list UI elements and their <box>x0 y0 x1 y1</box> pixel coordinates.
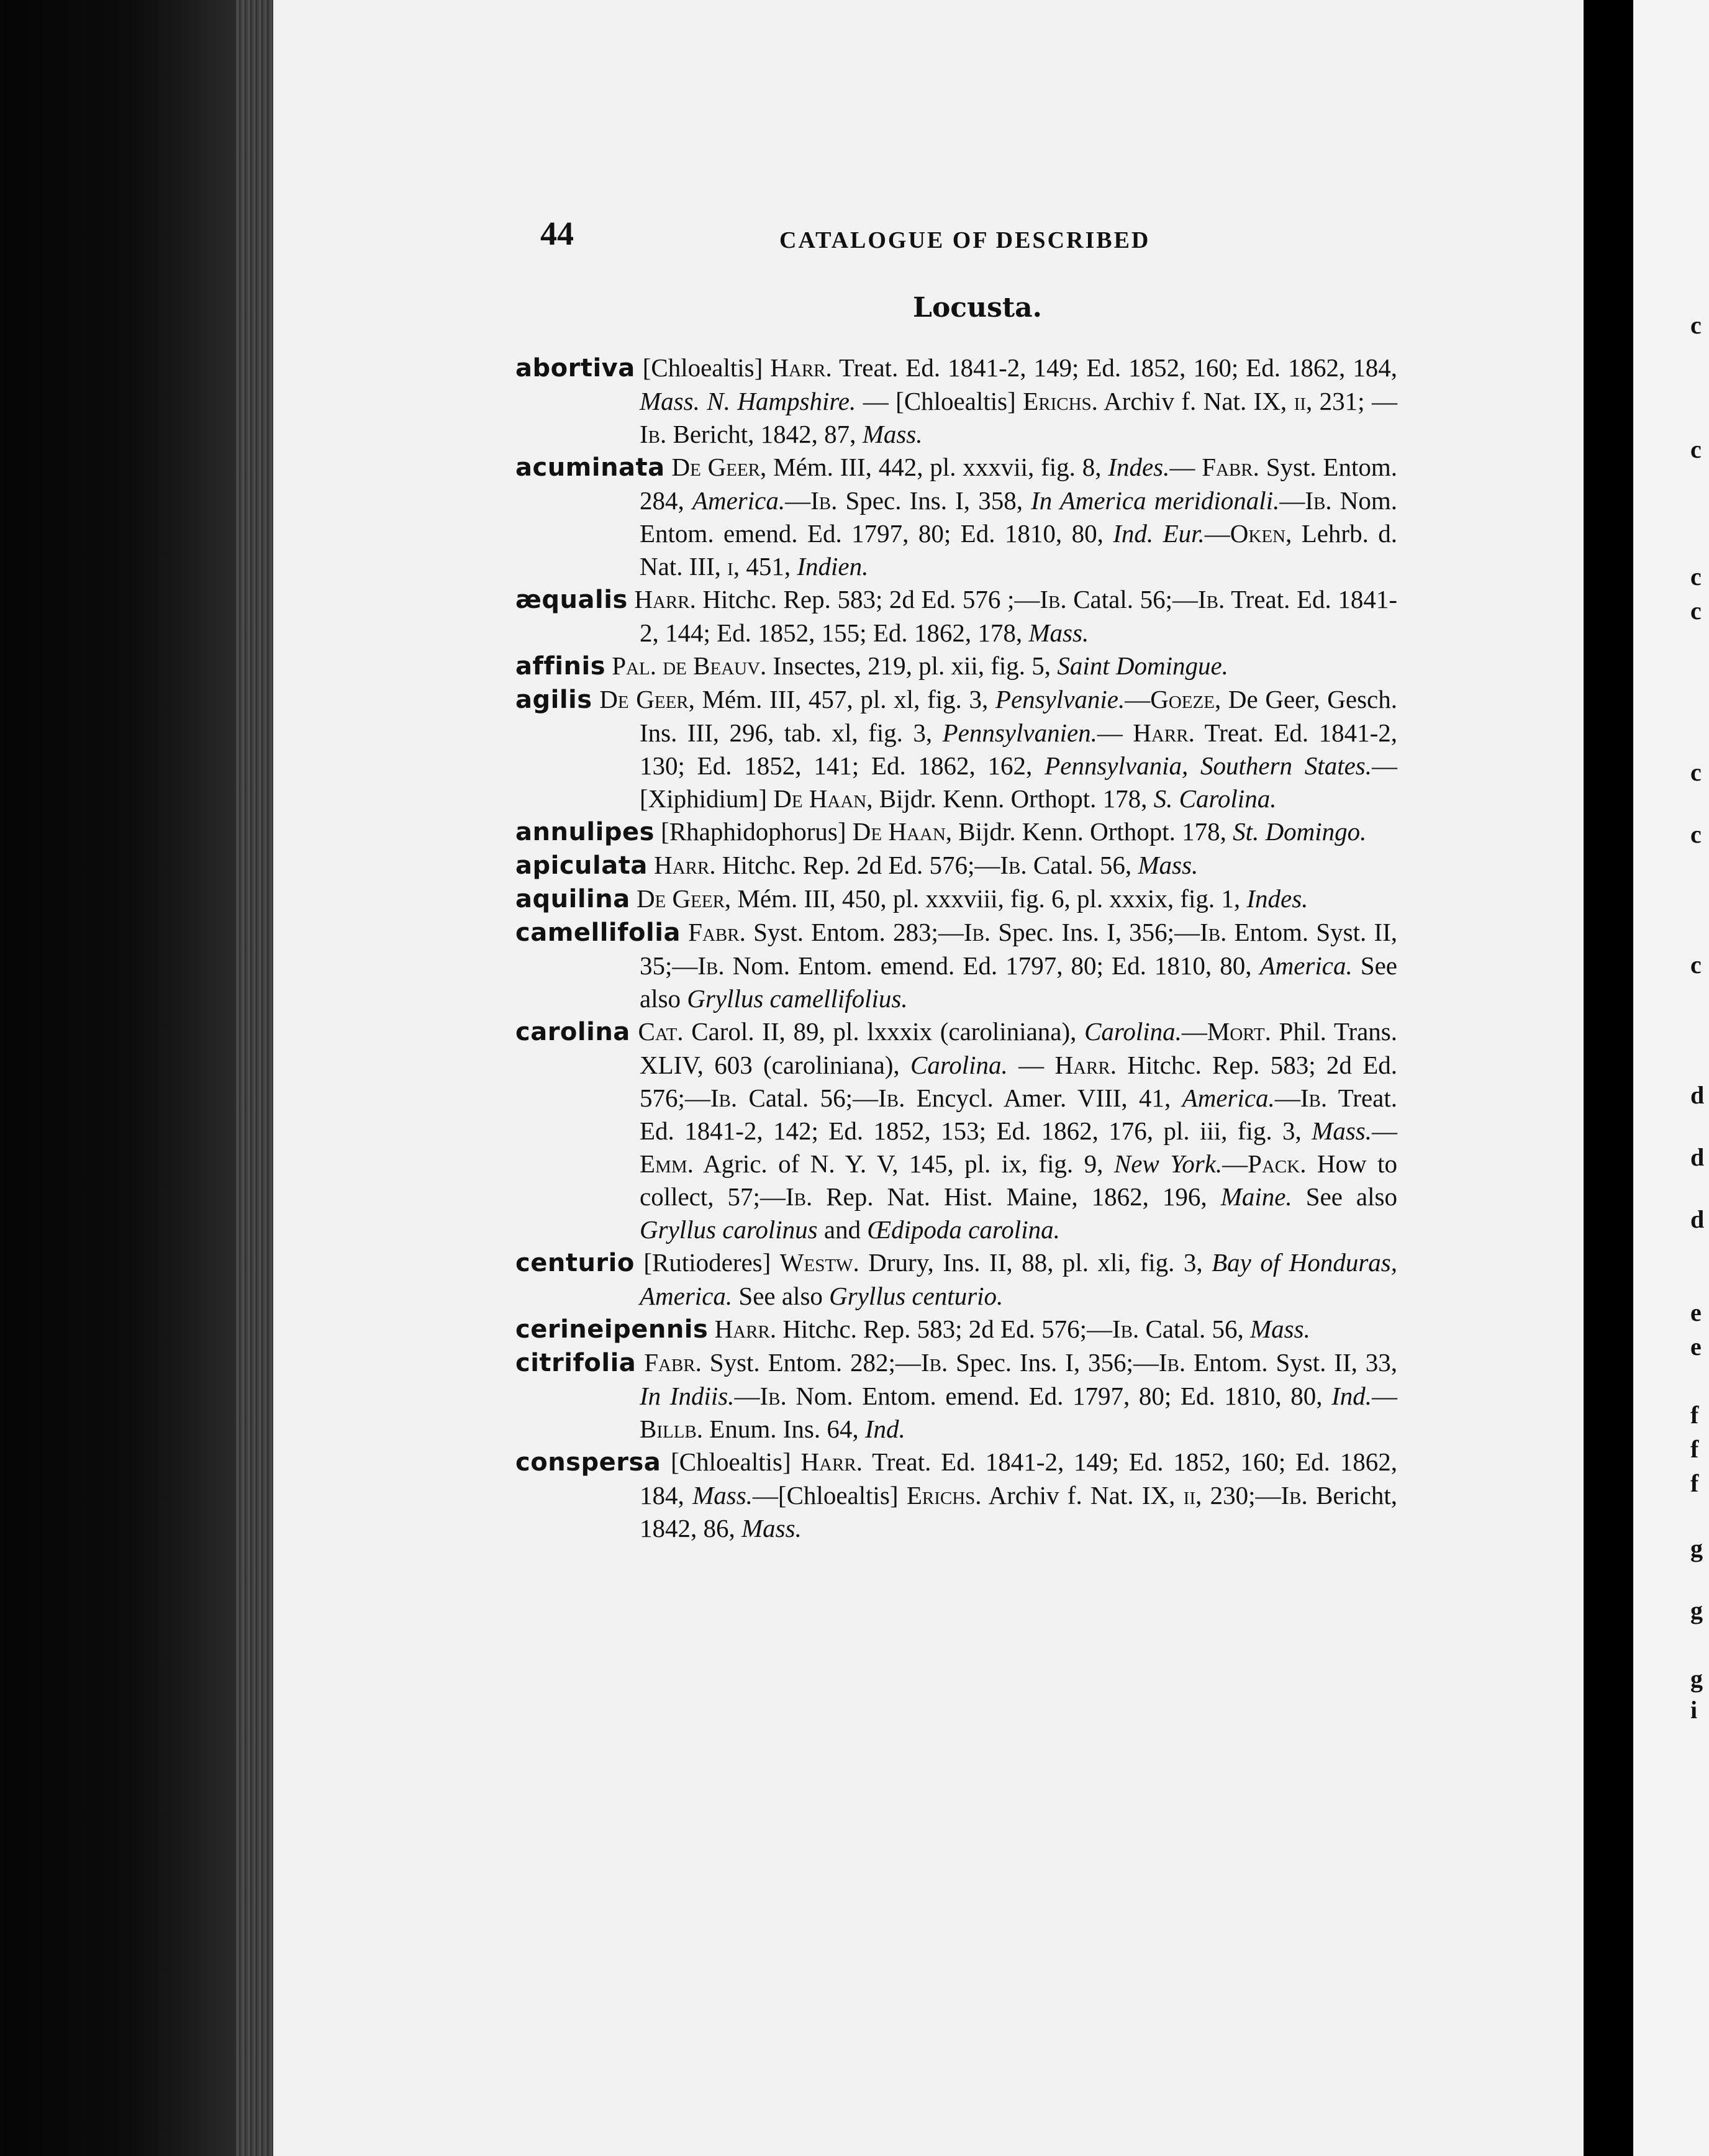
entry-author: De Geer <box>599 685 689 713</box>
entry-author: i <box>727 552 733 581</box>
next-page-letter: c <box>1690 311 1702 339</box>
entry-citation: — <box>1125 685 1151 713</box>
entry-locality: Mass. <box>1138 851 1199 879</box>
section-title: Locusta. <box>913 292 1042 324</box>
entry-term: centurio <box>515 1249 635 1277</box>
entry-citation <box>708 1315 714 1343</box>
entry-citation: . Insectes, 219, pl. xii, fig. 5, <box>760 651 1058 680</box>
entry-citation: . Catal. 56;— <box>730 1084 879 1112</box>
entry-locality: Mass. <box>862 420 923 448</box>
entry-citation: . Treat. Ed. 1841-2, 149; Ed. 1852, 160; Ed. 1862, 184, <box>825 353 1397 382</box>
entry-author: Fabr <box>1202 453 1253 481</box>
entry-citation: , Bijdr. Kenn. Orthopt. 178, <box>945 817 1233 846</box>
catalogue-entry <box>515 1346 1397 1446</box>
entry-author: Harr <box>770 353 826 382</box>
entry-locality: Gryllus centurio. <box>829 1282 1004 1310</box>
entry-author: Goeze <box>1150 685 1215 713</box>
entry-citation: — [Chloealtis] <box>856 387 1023 415</box>
entry-citation: . Treat. Ed. 1841-2, 142; Ed. 1852, 153; Ed. 1862, 176, pl. iii, fig. 3, <box>640 1084 1397 1145</box>
entry-locality: Maine. <box>1220 1182 1292 1211</box>
entry-locality: Gryllus camellifolius. <box>687 984 908 1013</box>
entry-citation: . Agric. of N. Y. V, 145, pl. ix, fig. 9, <box>687 1149 1114 1178</box>
next-page-letter: d <box>1690 1143 1705 1171</box>
entry-citation: . Enum. Ins. 64, <box>696 1415 865 1443</box>
entry-author: Ib <box>710 1084 731 1112</box>
entry-locality: New York. <box>1113 1149 1223 1178</box>
entry-locality: America. <box>692 486 786 515</box>
entry-citation: , Mém. III, 442, pl. xxxvii, fig. 8, <box>760 453 1108 481</box>
entry-locality: Gryllus carolinus <box>640 1215 818 1244</box>
entry-term: affinis <box>515 652 606 681</box>
next-page-letter: f <box>1690 1435 1699 1463</box>
entry-citation: . Hitchc. Rep. 583; 2d Ed. 576;— <box>769 1315 1112 1343</box>
entry-term: carolina <box>515 1018 630 1046</box>
entry-locality: Ind. <box>1331 1382 1372 1410</box>
entry-citation: [Chloealtis] <box>635 353 771 382</box>
entry-citation: , Lehrb. d. Nat. III, <box>640 519 1398 581</box>
next-page-letter: g <box>1690 1534 1703 1562</box>
entry-citation: . Archiv f. Nat. IX, <box>1091 387 1294 415</box>
entry-citation: — <box>1279 486 1305 515</box>
entry-locality: St. Domingo. <box>1233 817 1367 846</box>
catalogue-entry <box>515 583 1397 650</box>
entry-locality: Ind. <box>864 1415 905 1443</box>
entry-locality: Ind. Eur. <box>1113 519 1205 548</box>
entry-citation: . Entom. Syst. II, 35;— <box>640 918 1397 980</box>
entry-locality: S. Carolina. <box>1153 784 1277 813</box>
entry-locality: Indien. <box>797 552 869 581</box>
entry-author: Ib <box>963 918 984 946</box>
entry-locality: Pennsylvanien. <box>942 718 1097 747</box>
entry-author: Ib <box>1158 1348 1179 1377</box>
next-page-letter: c <box>1690 597 1702 625</box>
entry-author: Ib <box>640 420 660 448</box>
entry-author: ii <box>1294 387 1306 415</box>
entry-author: Harr <box>634 585 690 614</box>
entry-author: Oken <box>1230 519 1286 548</box>
entry-author: ii <box>1183 1481 1195 1510</box>
entry-author: Ib <box>1300 1084 1321 1112</box>
entry-citation: , 230;— <box>1195 1481 1281 1510</box>
entry-citation: . Treat. Ed. 1841-2, 144; Ed. 1852, 155; Ed. 1862, 178, <box>640 585 1397 647</box>
entry-author: Billb <box>640 1415 697 1443</box>
catalogue-entry <box>515 849 1397 882</box>
catalogue-entry <box>515 1313 1397 1346</box>
entry-author: Pal. de Beauv <box>612 651 761 680</box>
entry-citation <box>592 685 600 713</box>
entry-citation: [Chloealtis] <box>661 1447 801 1476</box>
entry-author: Ib <box>697 951 719 980</box>
next-page-letter: e <box>1690 1333 1702 1361</box>
entry-author: Fabr <box>688 918 740 946</box>
entry-citation: . How to collect, 57;— <box>640 1149 1397 1211</box>
entry-citation: — <box>1274 1084 1300 1112</box>
entry-locality: Mass. <box>1312 1116 1372 1145</box>
entry-author: Erichs <box>906 1481 976 1510</box>
entry-citation: . Nom. Entom. emend. Ed. 1797, 80; Ed. 1810, 80, <box>640 486 1398 548</box>
entry-citation: —[Chloealtis] <box>752 1481 907 1510</box>
entry-term: cerineipennis <box>515 1315 709 1344</box>
entry-locality: Mass. <box>692 1481 753 1510</box>
entry-citation <box>630 884 637 913</box>
entry-citation: . Archiv f. Nat. IX, <box>975 1481 1184 1510</box>
entry-author: Harr <box>1133 718 1189 747</box>
next-page-letter: d <box>1690 1081 1705 1109</box>
next-page-letter: f <box>1690 1401 1699 1429</box>
catalogue-entry <box>515 351 1397 451</box>
entry-locality: Mass. <box>1028 618 1089 647</box>
entry-citation: . Spec. Ins. I, 358, <box>831 486 1031 515</box>
entry-term: conspersa <box>515 1448 661 1477</box>
entry-citation: — <box>1169 453 1202 481</box>
entry-citation: and <box>817 1215 868 1244</box>
entry-citation <box>636 1348 644 1377</box>
catalogue-entry <box>515 882 1397 916</box>
entry-citation <box>630 1017 638 1046</box>
entry-citation: See also <box>640 951 1397 1013</box>
entry-locality: Indes. <box>1246 884 1308 913</box>
next-page-letter: c <box>1690 820 1702 848</box>
entry-citation: , Mém. III, 457, pl. xl, fig. 3, <box>688 685 995 713</box>
entry-citation: . Phil. Trans. XLIV, 603 (caroliniana), <box>640 1017 1397 1079</box>
entry-locality: Bay of Honduras, America. <box>640 1248 1397 1310</box>
entry-citation: [Rutioderes] <box>634 1248 780 1277</box>
entry-citation: — <box>1372 1116 1397 1145</box>
entry-citation: — <box>1204 519 1230 548</box>
entry-citation: . Bericht, 1842, 86, <box>640 1481 1397 1542</box>
entry-citation: See also <box>1292 1182 1397 1211</box>
entry-citation: . Entom. Syst. II, 33, <box>1179 1348 1397 1377</box>
next-page-letter: c <box>1690 951 1702 979</box>
entry-citation: , 451, <box>733 552 797 581</box>
catalogue-entry <box>515 451 1397 583</box>
next-page-letter: c <box>1690 758 1702 786</box>
next-page-letter: d <box>1690 1205 1705 1233</box>
entry-term: camellifolia <box>515 918 681 947</box>
entry-author: Ib <box>785 1182 806 1211</box>
entry-author: Ib <box>1112 1315 1133 1343</box>
entry-author: Ib <box>1281 1481 1302 1510</box>
entry-citation: . Syst. Entom. 282;— <box>695 1348 921 1377</box>
entry-citation: . Catal. 56, <box>1133 1315 1251 1343</box>
entry-citation: . Hitchc. Rep. 583; 2d Ed. 576 ;— <box>689 585 1040 614</box>
next-page-letter: i <box>1690 1696 1698 1724</box>
entry-citation: [Rhaphidophorus] <box>654 817 853 846</box>
entry-citation: — <box>785 486 811 515</box>
catalogue-entry <box>515 1246 1397 1313</box>
entry-citation: . Bericht, 1842, 87, <box>660 420 863 448</box>
entry-citation: . Rep. Nat. Hist. Maine, 1862, 196, <box>805 1182 1221 1211</box>
entry-term: annulipes <box>515 818 655 846</box>
entry-citation <box>665 453 672 481</box>
entry-author: Pack <box>1248 1149 1300 1178</box>
entry-author: Harr <box>800 1447 856 1476</box>
entry-author: Westw <box>779 1248 853 1277</box>
entry-author: Erichs <box>1023 387 1092 415</box>
next-page-letter: g <box>1690 1597 1703 1624</box>
entry-term: aquilina <box>515 885 630 913</box>
entry-author: Ib <box>1000 851 1021 879</box>
entry-citation: See also <box>732 1282 830 1310</box>
entry-locality: Mass. <box>741 1514 802 1542</box>
catalogue-entry <box>515 1446 1397 1545</box>
entry-citation: — <box>734 1382 760 1410</box>
entry-author: De Geer <box>636 884 725 913</box>
entry-citation: . Carol. II, 89, pl. lxxxix (caroliniana), <box>677 1017 1085 1046</box>
entry-citation <box>605 651 612 680</box>
page-gutter <box>1584 0 1633 2156</box>
entry-author: Ib <box>1197 585 1218 614</box>
entry-locality: In Indiis. <box>640 1382 735 1410</box>
catalogue-entries <box>515 351 1397 1545</box>
page-edges <box>236 0 273 2156</box>
entry-term: citrifolia <box>515 1349 637 1377</box>
entry-locality: Mass. N. Hampshire. <box>640 387 856 415</box>
next-page-letter: e <box>1690 1298 1702 1326</box>
entry-citation: . Catal. 56;— <box>1060 585 1198 614</box>
catalogue-entry <box>515 916 1397 1015</box>
entry-citation: —[Xiphidium] <box>640 751 1397 813</box>
entry-author: Ib <box>759 1382 781 1410</box>
page-number: 44 <box>540 215 574 252</box>
catalogue-entry <box>515 650 1397 683</box>
next-page-letter: c <box>1690 435 1702 463</box>
entry-term: agilis <box>515 686 592 714</box>
running-head: CATALOGUE OF DESCRIBED <box>779 227 1151 253</box>
entry-term: abortiva <box>515 354 635 383</box>
entry-author: Mort <box>1207 1017 1265 1046</box>
next-page-letter: c <box>1690 563 1702 591</box>
entry-locality: Pennsylvania, Southern States. <box>1045 751 1372 780</box>
entry-author: Harr <box>654 851 710 879</box>
entry-citation: — <box>1097 718 1133 747</box>
entry-locality: Indes. <box>1108 453 1170 481</box>
entry-citation: , Mém. III, 450, pl. xxxviii, fig. 6, pl. xxxix, fig. 1, <box>724 884 1247 913</box>
entry-term: acuminata <box>515 453 665 482</box>
entry-citation: . Drury, Ins. II, 88, pl. xli, fig. 3, <box>853 1248 1212 1277</box>
entry-author: Ib <box>1200 918 1221 946</box>
entry-author: Cat <box>638 1017 678 1046</box>
entry-term: æqualis <box>515 586 628 614</box>
entry-citation: — <box>1222 1149 1248 1178</box>
entry-citation <box>648 851 654 879</box>
entry-citation: , 231; — <box>1305 387 1397 415</box>
entry-citation: , Bijdr. Kenn. Orthopt. 178, <box>866 784 1154 813</box>
entry-citation: . Syst. Entom. 283;— <box>739 918 964 946</box>
entry-citation: . Treat. Ed. 1841-2, 130; Ed. 1852, 141; Ed. 1862, 162, <box>640 718 1398 780</box>
entry-term: apiculata <box>515 851 648 880</box>
catalogue-entry <box>515 683 1397 815</box>
entry-author: De Haan <box>852 817 946 846</box>
book-binding <box>0 0 236 2156</box>
entry-author: Fabr <box>644 1348 696 1377</box>
entry-locality: Œdipoda carolina. <box>867 1215 1060 1244</box>
entry-author: Harr <box>1054 1051 1110 1079</box>
entry-author: De Geer <box>671 453 761 481</box>
entry-author: Ib <box>1305 486 1326 515</box>
entry-locality: Carolina. <box>910 1051 1008 1079</box>
entry-citation: . Spec. Ins. I, 356;— <box>941 1348 1159 1377</box>
catalogue-entry <box>515 815 1397 849</box>
entry-citation: . Spec. Ins. I, 356;— <box>984 918 1200 946</box>
next-page-letter: f <box>1690 1469 1699 1497</box>
entry-locality: Carolina. <box>1084 1017 1182 1046</box>
entry-citation: . Treat. Ed. 1841-2, 149; Ed. 1852, 160; Ed. 1862, 184, <box>640 1447 1397 1510</box>
entry-citation: , De Geer, Gesch. Ins. III, 296, tab. xl, fig. 3, <box>640 685 1397 747</box>
entry-citation: . Hitchc. Rep. 583; 2d Ed. 576;— <box>640 1051 1397 1112</box>
entry-citation <box>681 918 688 946</box>
entry-author: Ib <box>878 1084 899 1112</box>
entry-citation: — <box>1007 1051 1055 1079</box>
entry-citation: — <box>1181 1017 1207 1046</box>
entry-citation: . Syst. Entom. 284, <box>640 453 1397 515</box>
entry-citation: . Nom. Entom. emend. Ed. 1797, 80; Ed. 1810, 80, <box>718 951 1260 980</box>
entry-author: Emm <box>640 1149 687 1178</box>
entry-locality: Pensylvanie. <box>995 685 1125 713</box>
entry-author: Ib <box>920 1348 941 1377</box>
entry-citation: . Hitchc. Rep. 2d Ed. 576;— <box>709 851 1000 879</box>
entry-author: De Haan <box>773 784 867 813</box>
next-page-letter: g <box>1690 1665 1703 1693</box>
entry-citation: . Catal. 56, <box>1020 851 1138 879</box>
entry-locality: Saint Domingue. <box>1057 651 1228 680</box>
entry-citation: . Nom. Entom. emend. Ed. 1797, 80; Ed. 1810, 80, <box>780 1382 1332 1410</box>
entry-locality: Mass. <box>1250 1315 1310 1343</box>
entry-citation: — <box>1372 1382 1398 1410</box>
entry-author: Ib <box>810 486 832 515</box>
entry-citation: . Encycl. Amer. VIII, 41, <box>899 1084 1182 1112</box>
entry-locality: America. <box>1259 951 1353 980</box>
entry-author: Ib <box>1040 585 1061 614</box>
entry-author: Harr <box>714 1315 770 1343</box>
entry-locality: America. <box>1182 1084 1275 1112</box>
catalogue-entry <box>515 1015 1397 1246</box>
entry-citation <box>628 585 635 614</box>
entry-locality: In America meridionali. <box>1031 486 1280 515</box>
